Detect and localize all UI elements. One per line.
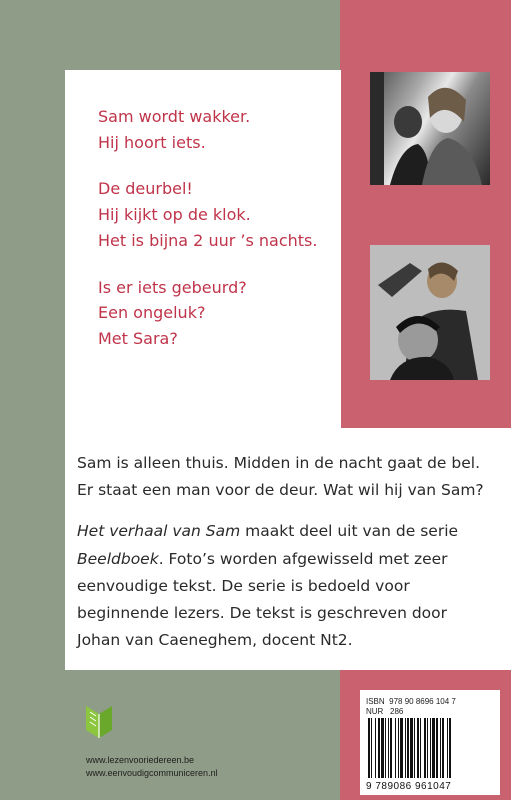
nur-line: NUR 286 xyxy=(366,707,404,716)
story-line: Is er iets gebeurd? xyxy=(98,278,247,297)
story-line: Hij hoort iets. xyxy=(98,133,206,152)
publisher-book-logo-icon xyxy=(86,704,112,740)
barcode-bar xyxy=(381,718,384,778)
isbn-line: ISBN 978 90 8696 104 7 xyxy=(366,697,456,706)
barcode-bar xyxy=(424,718,426,778)
barcode-bar xyxy=(447,718,448,778)
story-line: Het is bijna 2 uur ’s nachts. xyxy=(98,231,318,250)
barcode-bar xyxy=(410,718,413,778)
story-line: Sam wordt wakker. xyxy=(98,107,251,126)
publisher-url[interactable]: www.eenvoudigcommuniceren.nl xyxy=(86,768,218,778)
series-name: Beeldboek xyxy=(77,550,159,568)
barcode-bar xyxy=(385,718,386,778)
barcode-bar xyxy=(405,718,406,778)
description-line: Beeldboek. Foto’s worden afgewisseld met zeer xyxy=(77,550,448,568)
barcode-bar xyxy=(417,718,419,778)
barcode-bar xyxy=(427,718,428,778)
photo-two-men-at-door xyxy=(370,72,490,185)
barcode-digits: 9 789086 961047 xyxy=(366,781,452,792)
barcode-bar xyxy=(414,718,415,778)
barcode-bar xyxy=(442,718,444,778)
barcode-bar xyxy=(375,718,376,778)
barcode-bar xyxy=(407,718,409,778)
barcode-bars xyxy=(368,718,494,778)
barcode-bar xyxy=(390,718,392,778)
photo-men-threatening xyxy=(370,245,490,380)
description-line: Sam is alleen thuis. Midden in de nacht gaat de bel. xyxy=(77,454,480,472)
description-line: Het verhaal van Sam maakt deel uit van de serie xyxy=(77,522,459,540)
barcode-bar xyxy=(400,718,403,778)
barcode-bar xyxy=(432,718,435,778)
barcode-bar xyxy=(430,718,431,778)
barcode-bar xyxy=(440,718,441,778)
description-line: eenvoudige tekst. De serie is bedoeld voor xyxy=(77,577,410,595)
barcode-bar xyxy=(368,718,370,778)
description-line: beginnende lezers. De tekst is geschreven door xyxy=(77,604,448,622)
book-title: Het verhaal van Sam xyxy=(77,522,241,540)
barcode-bar xyxy=(420,718,421,778)
publisher-url[interactable]: www.lezenvooriedereen.be xyxy=(86,755,195,765)
description-line: Er staat een man voor de deur. Wat wil hij van Sam? xyxy=(77,481,484,499)
barcode-bar xyxy=(371,718,372,778)
story-line: Met Sara? xyxy=(98,329,178,348)
description-line: Johan van Caeneghem, docent Nt2. xyxy=(77,631,353,649)
barcode-bar xyxy=(436,718,438,778)
barcode-bar xyxy=(378,718,380,778)
barcode-bar xyxy=(398,718,399,778)
story-line: De deurbel! xyxy=(98,179,193,198)
story-line: Een ongeluk? xyxy=(98,303,206,322)
barcode-bar xyxy=(449,718,451,778)
barcode-bar xyxy=(388,718,389,778)
story-line: Hij kijkt op de klok. xyxy=(98,205,251,224)
barcode-bar xyxy=(395,718,396,778)
